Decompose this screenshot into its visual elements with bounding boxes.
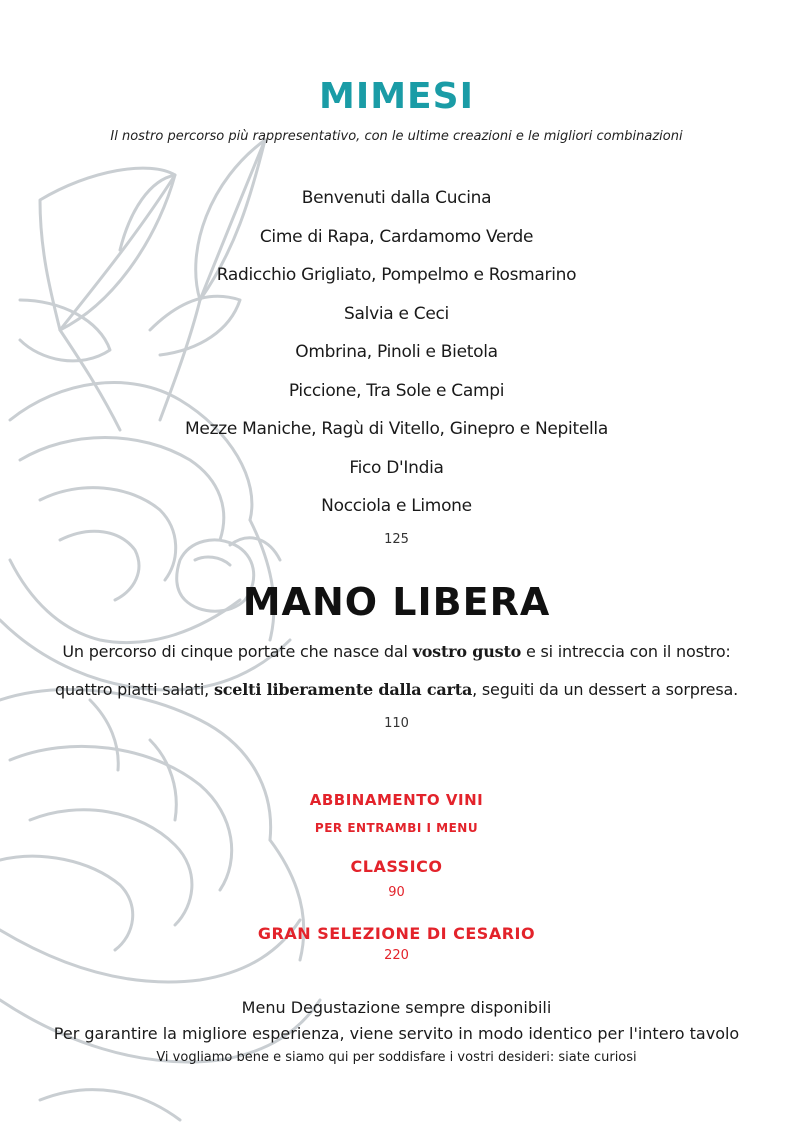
mano-libera-title: MANO LIBERA	[242, 580, 551, 624]
mano-libera-description-line-2	[0, 680, 793, 699]
course-item: Piccione, Tra Sole e Campi	[288, 380, 505, 401]
course-item: Ombrina, Pinoli e Bietola	[295, 342, 498, 362]
mimesi-course-list	[0, 183, 793, 530]
footer-note-1: Menu Degustazione sempre disponibili	[241, 998, 552, 1017]
footer-note-2: Per garantire la migliore esperienza, viene servito in modo identico per l'intero tavolo	[53, 1024, 740, 1043]
course-item: Salvia e Ceci	[344, 303, 449, 324]
highlight-text: scelti liberamente dalla carta	[213, 680, 473, 699]
text-segment: e si intreccia con il nostro:	[521, 642, 731, 661]
wine-classico-price: 90	[388, 885, 405, 900]
course-item: Benvenuti dalla Cucina	[301, 188, 492, 208]
text-segment: quattro piatti salati,	[55, 680, 214, 699]
course-item: Mezze Maniche, Ragù di Vitello, Ginepro e Nepitella	[185, 419, 608, 439]
mimesi-price: 125	[384, 532, 409, 547]
text-segment: Un percorso di cinque portate che nasce dal	[62, 642, 413, 661]
wine-classico-label: CLASSICO	[350, 857, 443, 876]
wine-gran-selezione-label: GRAN SELEZIONE DI CESARIO	[257, 924, 536, 943]
mano-libera-price: 110	[384, 716, 409, 731]
course-item: Nocciola e Limone	[321, 496, 472, 516]
text-segment: , seguiti da un dessert a sorpresa.	[472, 680, 738, 699]
wine-pairing-subheading: PER ENTRAMBI I MENU	[314, 821, 479, 835]
wine-gran-selezione-price: 220	[384, 948, 409, 963]
footer-note-3: Vi vogliamo bene e siamo qui per soddisfare i vostri desideri: siate curiosi	[156, 1050, 637, 1065]
course-item: Fico D'India	[349, 457, 444, 478]
course-item: Cime di Rapa, Cardamomo Verde	[259, 226, 534, 247]
mimesi-subtitle: Il nostro percorso più rappresentativo, con le ultime creazioni e le migliori combinazioni	[110, 129, 683, 144]
highlight-text: vostro gusto	[412, 642, 522, 661]
mano-libera-description-line-1	[0, 642, 793, 661]
course-item: Radicchio Grigliato, Pompelmo e Rosmarino	[216, 265, 577, 285]
mimesi-title: MIMESI	[319, 76, 474, 117]
wine-pairing-heading: ABBINAMENTO VINI	[309, 791, 484, 809]
